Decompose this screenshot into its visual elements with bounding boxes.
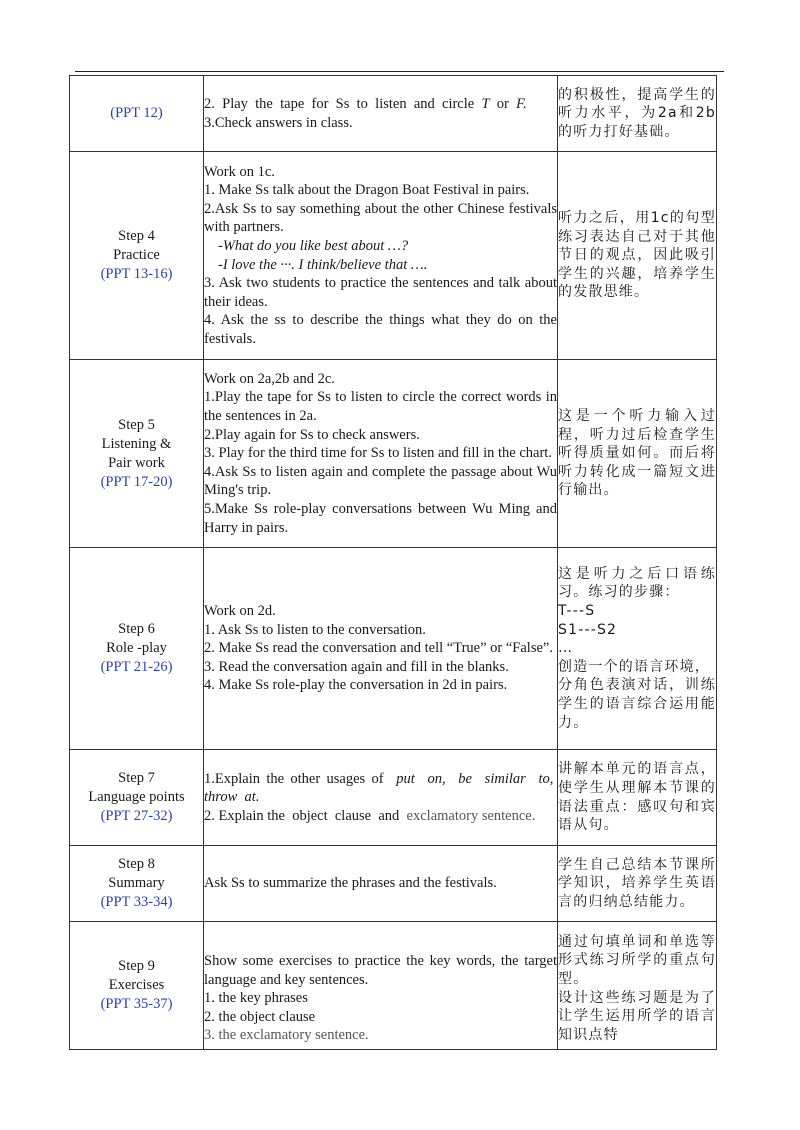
step-cell bbox=[70, 548, 204, 750]
step-title: Step 6 bbox=[118, 621, 155, 637]
step-subtitle: Pair work bbox=[108, 454, 165, 471]
note-cell bbox=[558, 548, 717, 750]
procedure-line: Work on 2d. bbox=[204, 603, 276, 620]
note-text: … bbox=[558, 640, 574, 657]
step-title: Step 8 bbox=[118, 856, 155, 872]
procedure-line: 1.Play the tape for Ss to listen to circle the correct words in the sentences in 2a. bbox=[204, 389, 557, 425]
table-row bbox=[70, 360, 717, 548]
ppt-range: (PPT 21-26) bbox=[100, 659, 173, 675]
procedure-line: Ask Ss to summarize the phrases and the festivals. bbox=[204, 875, 497, 892]
procedure-line: 3. Read the conversation again and fill in the blanks. bbox=[204, 658, 509, 675]
procedure-cell bbox=[204, 846, 558, 922]
procedure-line: 3. Play for the third time for Ss to listen and fill in the chart. bbox=[204, 445, 552, 462]
step-cell bbox=[70, 846, 204, 922]
note-text: 分角色表演对话，训练学生的语言综合运用能力。 bbox=[558, 677, 716, 731]
procedure-line: 2.Ask Ss to say something about the other Chinese festivals with partners. bbox=[204, 200, 557, 236]
step-subtitle: Listening & bbox=[101, 435, 172, 452]
table-row bbox=[70, 750, 717, 846]
procedure-line: Work on 2a,2b and 2c. bbox=[204, 370, 335, 387]
note-text: 讲解本单元的语言点，使学生从理解本节课的语法重点：感叹句和宾语从句。 bbox=[558, 761, 716, 834]
procedure-line: 5.Make Ss role-play conversations between Wu Ming and Harry in pairs. bbox=[204, 500, 557, 536]
procedure-line: 2. Play the tape for Ss to listen and circle T or F. bbox=[204, 95, 527, 112]
procedure-line: 2. the object clause bbox=[204, 1008, 316, 1025]
procedure-line: 1.Explain the other usages of put on, be similar to, throw at. bbox=[204, 770, 557, 806]
note-text: T---S bbox=[558, 603, 596, 620]
procedure-line: 4. Make Ss role-play the conversation in 2d in pairs. bbox=[204, 677, 508, 694]
header-rule bbox=[75, 71, 724, 72]
table-row bbox=[70, 152, 717, 360]
ppt-range: (PPT 33-34) bbox=[100, 894, 173, 910]
step-subtitle: Role -play bbox=[106, 640, 167, 656]
step-cell bbox=[70, 76, 204, 152]
step-cell bbox=[70, 360, 204, 548]
note-text: 这是一个听力输入过程，听力过后检查学生听得质量如何。而后将听力转化成一篇短文进行输出。 bbox=[558, 408, 716, 499]
note-cell bbox=[558, 76, 717, 152]
procedure-cell bbox=[204, 76, 558, 152]
procedure-line: 2.Play again for Ss to check answers. bbox=[204, 426, 420, 443]
table-row bbox=[70, 76, 717, 152]
note-text: 这是听力之后口语练习。练习的步骤： bbox=[558, 565, 716, 601]
step-subtitle: Exercises bbox=[108, 977, 165, 993]
lesson-plan-table bbox=[69, 75, 717, 1050]
procedure-line: 4.Ask Ss to listen again and complete the passage about Wu Ming's trip. bbox=[204, 463, 557, 499]
step-subtitle: Language points bbox=[88, 789, 185, 805]
step-title: Step 4 bbox=[118, 228, 155, 244]
step-subtitle: Summary bbox=[108, 875, 165, 891]
note-text: 的积极性，提高学生的听力水平，为2a和2b的听力打好基础。 bbox=[558, 86, 716, 140]
ppt-range: (PPT 13-16) bbox=[100, 266, 173, 282]
procedure-line: 1. Make Ss talk about the Dragon Boat Festival in pairs. bbox=[204, 182, 530, 199]
ppt-range: (PPT 17-20) bbox=[100, 473, 173, 490]
note-cell bbox=[558, 360, 717, 548]
step-cell bbox=[70, 152, 204, 360]
note-text: 创造一个的语言环境， bbox=[558, 658, 710, 675]
procedure-cell bbox=[204, 750, 558, 846]
step-title: Step 9 bbox=[118, 958, 155, 974]
procedure-line: -What do you like best about …? bbox=[218, 237, 409, 254]
note-text: 设计这些练习题是为了让学生运用所学的语言知识点特 bbox=[558, 989, 716, 1043]
procedure-line: 3.Check answers in class. bbox=[204, 114, 353, 131]
step-cell bbox=[70, 750, 204, 846]
ppt-range: (PPT 27-32) bbox=[100, 808, 173, 824]
procedure-line: 2. Explain the object clause and exclamatory sentence. bbox=[204, 807, 536, 824]
procedure-line: Show some exercises to practice the key words, the target language and key sentences. bbox=[204, 953, 557, 988]
table-row bbox=[70, 922, 717, 1050]
procedure-line: 4. Ask the ss to describe the things what they do on the festivals. bbox=[204, 312, 557, 347]
ppt-range: (PPT 35-37) bbox=[100, 996, 173, 1012]
note-cell bbox=[558, 152, 717, 360]
procedure-line: 2. Make Ss read the conversation and tell “True” or “False”. bbox=[204, 640, 553, 657]
step-title: Step 5 bbox=[118, 416, 155, 433]
note-text: 学生自己总结本节课所学知识，培养学生英语言的归纳总结能力。 bbox=[558, 856, 716, 910]
note-cell bbox=[558, 846, 717, 922]
note-text: S1---S2 bbox=[558, 621, 618, 638]
note-cell bbox=[558, 922, 717, 1050]
note-text: 通过句填单词和单选等形式练习所学的重点句型。 bbox=[558, 933, 716, 987]
procedure-line: Work on 1c. bbox=[204, 163, 275, 180]
step-subtitle: Practice bbox=[113, 247, 160, 263]
table-row bbox=[70, 846, 717, 922]
step-cell bbox=[70, 922, 204, 1050]
procedure-line: 1. Ask Ss to listen to the conversation. bbox=[204, 621, 426, 638]
procedure-line: 1. the key phrases bbox=[204, 990, 308, 1007]
procedure-cell bbox=[204, 360, 558, 548]
procedure-cell bbox=[204, 548, 558, 750]
note-cell bbox=[558, 750, 717, 846]
procedure-line: 3. Ask two students to practice the sentences and talk about their ideas. bbox=[204, 275, 557, 310]
procedure-cell bbox=[204, 152, 558, 360]
procedure-line: 3. the exclamatory sentence. bbox=[204, 1027, 369, 1044]
step-title: Step 7 bbox=[118, 770, 155, 786]
procedure-line: -I love the ···. I think/believe that …. bbox=[218, 256, 428, 273]
note-text: 听力之后，用1c的句型练习表达自己对于其他节日的观点，因此吸引学生的兴趣，培养学生的发散思维。 bbox=[558, 210, 716, 301]
procedure-cell bbox=[204, 922, 558, 1050]
table-row bbox=[70, 548, 717, 750]
ppt-range: (PPT 12) bbox=[110, 105, 163, 121]
